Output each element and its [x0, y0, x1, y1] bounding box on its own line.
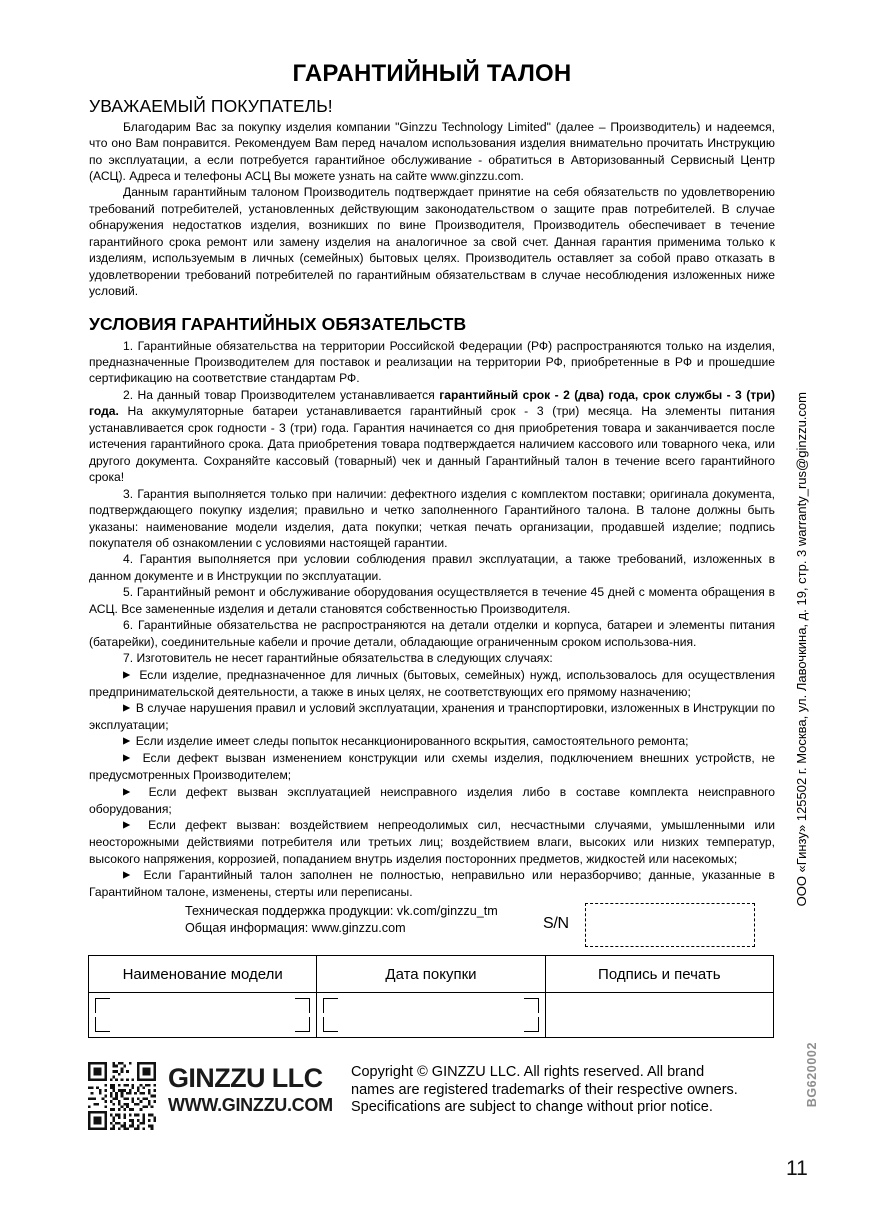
brand-website: WWW.GINZZU.COM — [168, 1095, 333, 1115]
exclusion-text: Если дефект вызван изменением конструкции или схемы изделия, подключением внешних устройств, не предусмотренных Производителем; — [89, 751, 775, 783]
triangle-bullet-icon: ▶ — [123, 869, 137, 881]
exclusion-text: Если изделие имеет следы попыток несанкционированного вскрытия, самостоятельного ремонта; — [135, 734, 689, 749]
table-row — [89, 993, 774, 1038]
term-5: 5. Гарантийный ремонт и обслуживание оборудования осуществляется в течение 45 дней с момента обращения в АСЦ. Все замененные изделия и детали становятся собственностью Производителя. — [89, 585, 775, 616]
exclusion-item — [89, 817, 775, 867]
document-body — [89, 60, 775, 900]
copyright-line-1: Copyright © GINZZU LLC. All rights reserved. All brand — [351, 1064, 705, 1080]
support-and-serial-row — [185, 903, 785, 951]
term-2-bold: гарантийный срок - 2 (два) года, срок службы - 3 (три) года. — [89, 387, 775, 419]
term-6: 6. Гарантийные обязательства не распространяются на детали отделки и корпуса, батареи и элементы питания (батарейки), соединительные кабели и прочие детали, обладающие ограниченным сроком использова-ния. — [89, 618, 775, 649]
serial-number-field[interactable] — [585, 903, 755, 947]
exclusion-item — [89, 733, 775, 750]
intro-paragraph-1: Благодарим Вас за покупку изделия компании "Ginzzu Technology Limited" (далее – Производитель) и надеемся, что оно Вам понравится. Рекомендуем Вам перед началом использования изделия внимательно прочитать Инструкцию по эксплуатации, а если потребуется гарантийное обслуживание - обратиться в Авторизованный Сервисный Центр (АСЦ). Адреса и телефоны АСЦ Вы можете узнать на сайте www.ginzzu.com. — [89, 119, 775, 183]
brand-name: GINZZU LLC — [168, 1063, 323, 1093]
term-4: 4. Гарантия выполняется при условии соблюдения правил эксплуатации, а также требований, изложенных в данном документе и в Инструкции по эксплуатации. — [89, 552, 775, 583]
copyright-notice — [351, 1064, 778, 1117]
table-header-purchase-date: Дата покупки — [317, 956, 545, 993]
exclusion-text: Если дефект вызван эксплуатацией неисправного изделия либо в составе комплекта неисправного оборудования; — [89, 784, 775, 816]
terms-heading: УСЛОВИЯ ГАРАНТИЙНЫХ ОБЯЗАТЕЛЬСТВ — [89, 313, 467, 334]
copyright-line-2: names are registered trademarks of their respective owners. — [351, 1081, 738, 1098]
support-contacts — [185, 903, 498, 937]
copyright-line-3: Specifications are subject to change without prior notice. — [351, 1099, 713, 1115]
triangle-bullet-icon: ▶ — [123, 702, 133, 714]
page-number: 11 — [786, 1157, 808, 1180]
support-line-2: Общая информация: www.ginzzu.com — [185, 921, 406, 935]
exclusion-text: Если Гарантийный талон заполнен не полностью, неправильно или неразборчиво; данные, указанные в Гарантийном талоне, изменены, стерты или переписаны. — [89, 868, 775, 900]
serial-number-label: S/N — [543, 915, 569, 932]
triangle-bullet-icon: ▶ — [123, 752, 136, 764]
table-cell-signature-stamp[interactable] — [545, 993, 773, 1038]
term-2-text-after: На аккумуляторные батареи устанавливается гарантийный срок - 3 (три) месяца. На элементы питания устанавливается срок годности - 3 (три) года. Гарантия начинается со дня приобретения товара и заканчивается после истечения гарантийного срока. Дата приобретения товара подтверждается наличием кассового или товарного чека, или другого документа. Сохраняйте кассовый (товарный) чек и данный Гарантийный талон в течение всего гарантийного срока! — [89, 404, 775, 485]
exclusion-item — [89, 700, 775, 733]
table-cell-model[interactable] — [89, 993, 317, 1038]
term-2-text-before: 2. На данный товар Производителем устанавливается — [123, 387, 440, 402]
table-header-model: Наименование модели — [89, 956, 317, 993]
warranty-table — [88, 955, 774, 1038]
term-1: 1. Гарантийные обязательства на территории Российской Федерации (РФ) распространяются только на изделия, предназначенные Производителем для поставок и реализации на территории РФ, приобретенные в РФ и прошедшие сертификацию на соответствие стандартам РФ. — [89, 338, 775, 386]
triangle-bullet-icon: ▶ — [123, 669, 135, 681]
page-title: ГАРАНТИЙНЫЙ ТАЛОН — [292, 60, 572, 87]
qr-code-icon — [88, 1062, 156, 1130]
document-code-sidebar: BG620002 — [805, 1042, 819, 1108]
document-footer — [88, 1062, 778, 1142]
triangle-bullet-icon: ▶ — [123, 819, 139, 831]
intro-paragraph-2: Данным гарантийным талоном Производитель подтверждает принятие на себя обязательств по удовлетворению требований потребителей, установленных действующим законодательством о защите прав потребителей. В случае обнаружения недостатков изделия, возникших по вине Производителя, Производитель обеспечивает в течение гарантийного срока ремонт или замену изделия на аналогичное за свой счет. Данная гарантия применима только к изделиям, используемым в личных (семейных) бытовых целях. Производитель оставляет за собой право отказать в удовлетворении требований потребителей по гарантийным обязательствам в случае несоблюдения изложенных ниже условий. — [89, 185, 775, 299]
table-header-row — [89, 956, 774, 993]
exclusion-item — [89, 667, 775, 700]
table-cell-purchase-date[interactable] — [317, 993, 545, 1038]
company-address-sidebar: ООО «Гинзу» 125502 г. Москва, ул. Лавочкина, д. 19, стр. 3 warranty_rus@ginzzu.com — [794, 392, 809, 907]
table-header-signature-stamp: Подпись и печать — [545, 956, 773, 993]
term-3: 3. Гарантия выполняется только при наличии: дефектного изделия с комплектом поставки; оригинала документа, подтверждающего покупку изделия; правильно и четко заполненного Гарантийного талона. В талоне должны быть указаны: наименование модели изделия, дата покупки; четкая печать организации, продавшей изделие; подпись покупателя об ознакомлении с условиями настоящей гарантии. — [89, 486, 775, 551]
corner-marks — [95, 998, 310, 1032]
greeting-heading: УВАЖАЕМЫЙ ПОКУПАТЕЛЬ! — [89, 95, 333, 116]
brand-block — [168, 1062, 343, 1116]
term-2 — [89, 387, 775, 486]
exclusion-item — [89, 784, 775, 817]
exclusion-item — [89, 867, 775, 900]
term-7: 7. Изготовитель не несет гарантийные обязательства в следующих случаях: — [123, 651, 553, 666]
exclusion-text: В случае нарушения правил и условий эксплуатации, хранения и транспортировки, изложенных в Инструкции по эксплуатации; — [89, 701, 775, 732]
corner-marks — [323, 998, 538, 1032]
exclusion-item — [89, 750, 775, 783]
exclusion-text: Если дефект вызван: воздействием непреодолимых сил, несчастными случаями, умышленными или неосторожными действиями потребителя или третьих лиц; воздействием влаги, высоких или низких температур, высокого напряжения, коррозией, попаданием внутрь изделия посторонних предметов, жидкостей или насекомых; — [89, 818, 775, 866]
triangle-bullet-icon: ▶ — [123, 786, 139, 798]
triangle-bullet-icon: ▶ — [123, 735, 133, 747]
exclusion-text: Если изделие, предназначенное для личных (бытовых, семейных) нужд, использовалось для осуществления предпринимательской деятельности, а также в иных целях, не соответствующих его прямому назначению; — [89, 667, 775, 699]
support-line-1: Техническая поддержка продукции: vk.com/ginzzu_tm — [185, 904, 498, 918]
